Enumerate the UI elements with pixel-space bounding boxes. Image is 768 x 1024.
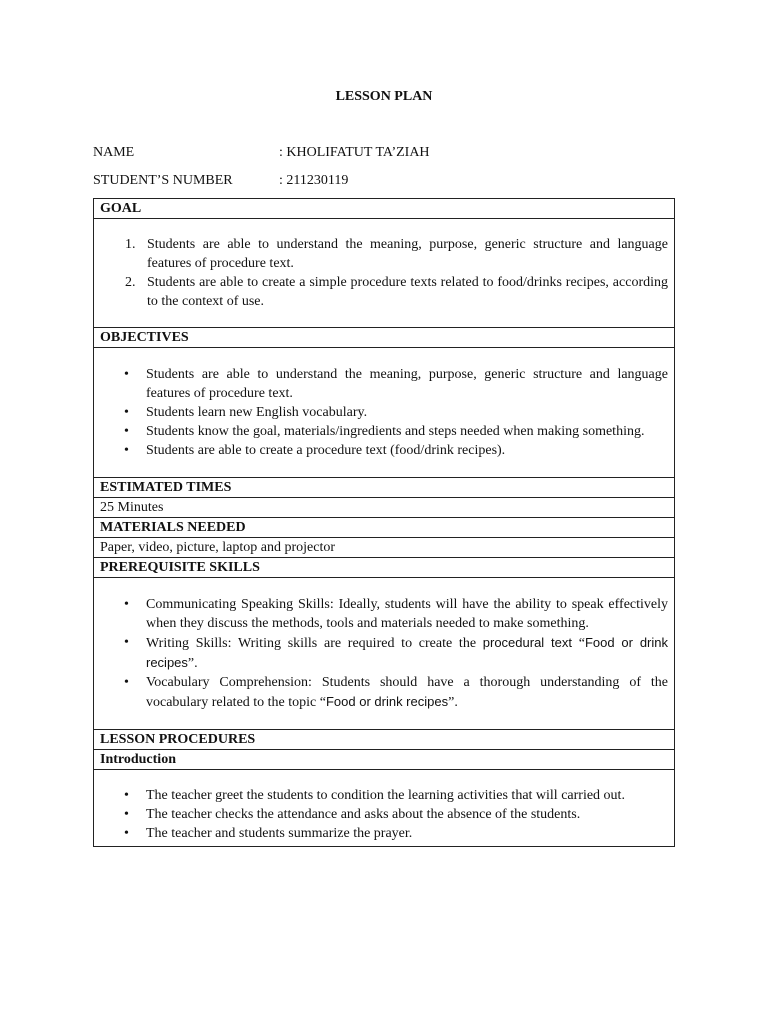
introduction-heading: Introduction bbox=[94, 750, 675, 770]
materials-needed-value: Paper, video, picture, laptop and projector bbox=[94, 538, 675, 558]
objectives-section bbox=[94, 348, 675, 478]
objective-item: • Students learn new English vocabulary. bbox=[100, 403, 668, 422]
prerequisite-skills-list bbox=[100, 578, 668, 729]
introduction-item: • The teacher checks the attendance and asks about the absence of the students. bbox=[100, 805, 668, 824]
skill-text-emphasis: Food or drink recipes bbox=[325, 694, 449, 709]
skill-item: • Communicating Speaking Skills: Ideally, students will have the ability to speak effectively when they discuss the methods, tools and materials needed to make something. bbox=[100, 595, 668, 633]
skill-text-emphasis: Food or drink recipes bbox=[146, 635, 669, 670]
skill-text: ”. bbox=[187, 656, 198, 671]
materials-needed-heading: MATERIALS NEEDED bbox=[94, 518, 675, 538]
objective-item: • Students are able to understand the meaning, purpose, generic structure and language features of procedure text. bbox=[100, 365, 668, 403]
lesson-procedures-heading: LESSON PROCEDURES bbox=[94, 730, 675, 750]
student-number-label: STUDENT’S NUMBER bbox=[93, 173, 233, 188]
skill-text: ”. bbox=[448, 695, 458, 710]
introduction-item: • The teacher greet the students to condition the learning activities that will carried out. bbox=[100, 786, 668, 805]
name-value: : KHOLIFATUT TA’ZIAH bbox=[279, 145, 430, 160]
goal-item bbox=[100, 235, 668, 273]
goal-item-text: Students are able to create a simple procedure texts related to food/drinks recipes, according to the context of use. bbox=[147, 275, 668, 309]
objective-item: • Students are able to create a procedure text (food/drink recipes). bbox=[100, 441, 668, 460]
name-label: NAME bbox=[93, 145, 135, 160]
skill-text-emphasis: procedural text bbox=[482, 635, 572, 650]
prerequisite-skills-section bbox=[94, 578, 675, 730]
page-title: LESSON PLAN bbox=[335, 89, 433, 104]
goal-item bbox=[100, 273, 668, 311]
estimated-times-heading: ESTIMATED TIMES bbox=[94, 478, 675, 498]
objective-item: • Students know the goal, materials/ingredients and steps needed when making something. bbox=[100, 422, 668, 441]
goal-section bbox=[94, 219, 675, 328]
objectives-list bbox=[100, 348, 668, 477]
introduction-item: • The teacher and students summarize the prayer. bbox=[100, 824, 668, 843]
goal-item-number: 1. bbox=[125, 237, 136, 252]
introduction-list bbox=[100, 770, 668, 846]
name-row bbox=[93, 143, 430, 162]
goal-item-number: 2. bbox=[125, 275, 136, 290]
estimated-times-value: 25 Minutes bbox=[94, 498, 675, 518]
student-number-row bbox=[93, 171, 348, 190]
student-number-value: : 211230119 bbox=[279, 173, 349, 188]
skill-text: “ bbox=[572, 636, 585, 651]
prerequisite-skills-heading: PREREQUISITE SKILLS bbox=[94, 558, 675, 578]
skill-item bbox=[100, 673, 668, 712]
skill-item bbox=[100, 633, 668, 673]
objectives-heading: OBJECTIVES bbox=[94, 328, 675, 348]
lesson-plan-table bbox=[93, 198, 675, 847]
introduction-section bbox=[94, 770, 675, 847]
goal-list bbox=[100, 219, 668, 327]
goal-heading: GOAL bbox=[94, 199, 675, 219]
skill-text: Writing Skills: Writing skills are required to create the bbox=[146, 636, 483, 651]
goal-item-text: Students are able to understand the meaning, purpose, generic structure and language features of procedure text. bbox=[147, 237, 668, 271]
skill-text: Vocabulary Comprehension: Students should have a thorough understanding of the vocabulary related to the topic “ bbox=[146, 675, 668, 710]
